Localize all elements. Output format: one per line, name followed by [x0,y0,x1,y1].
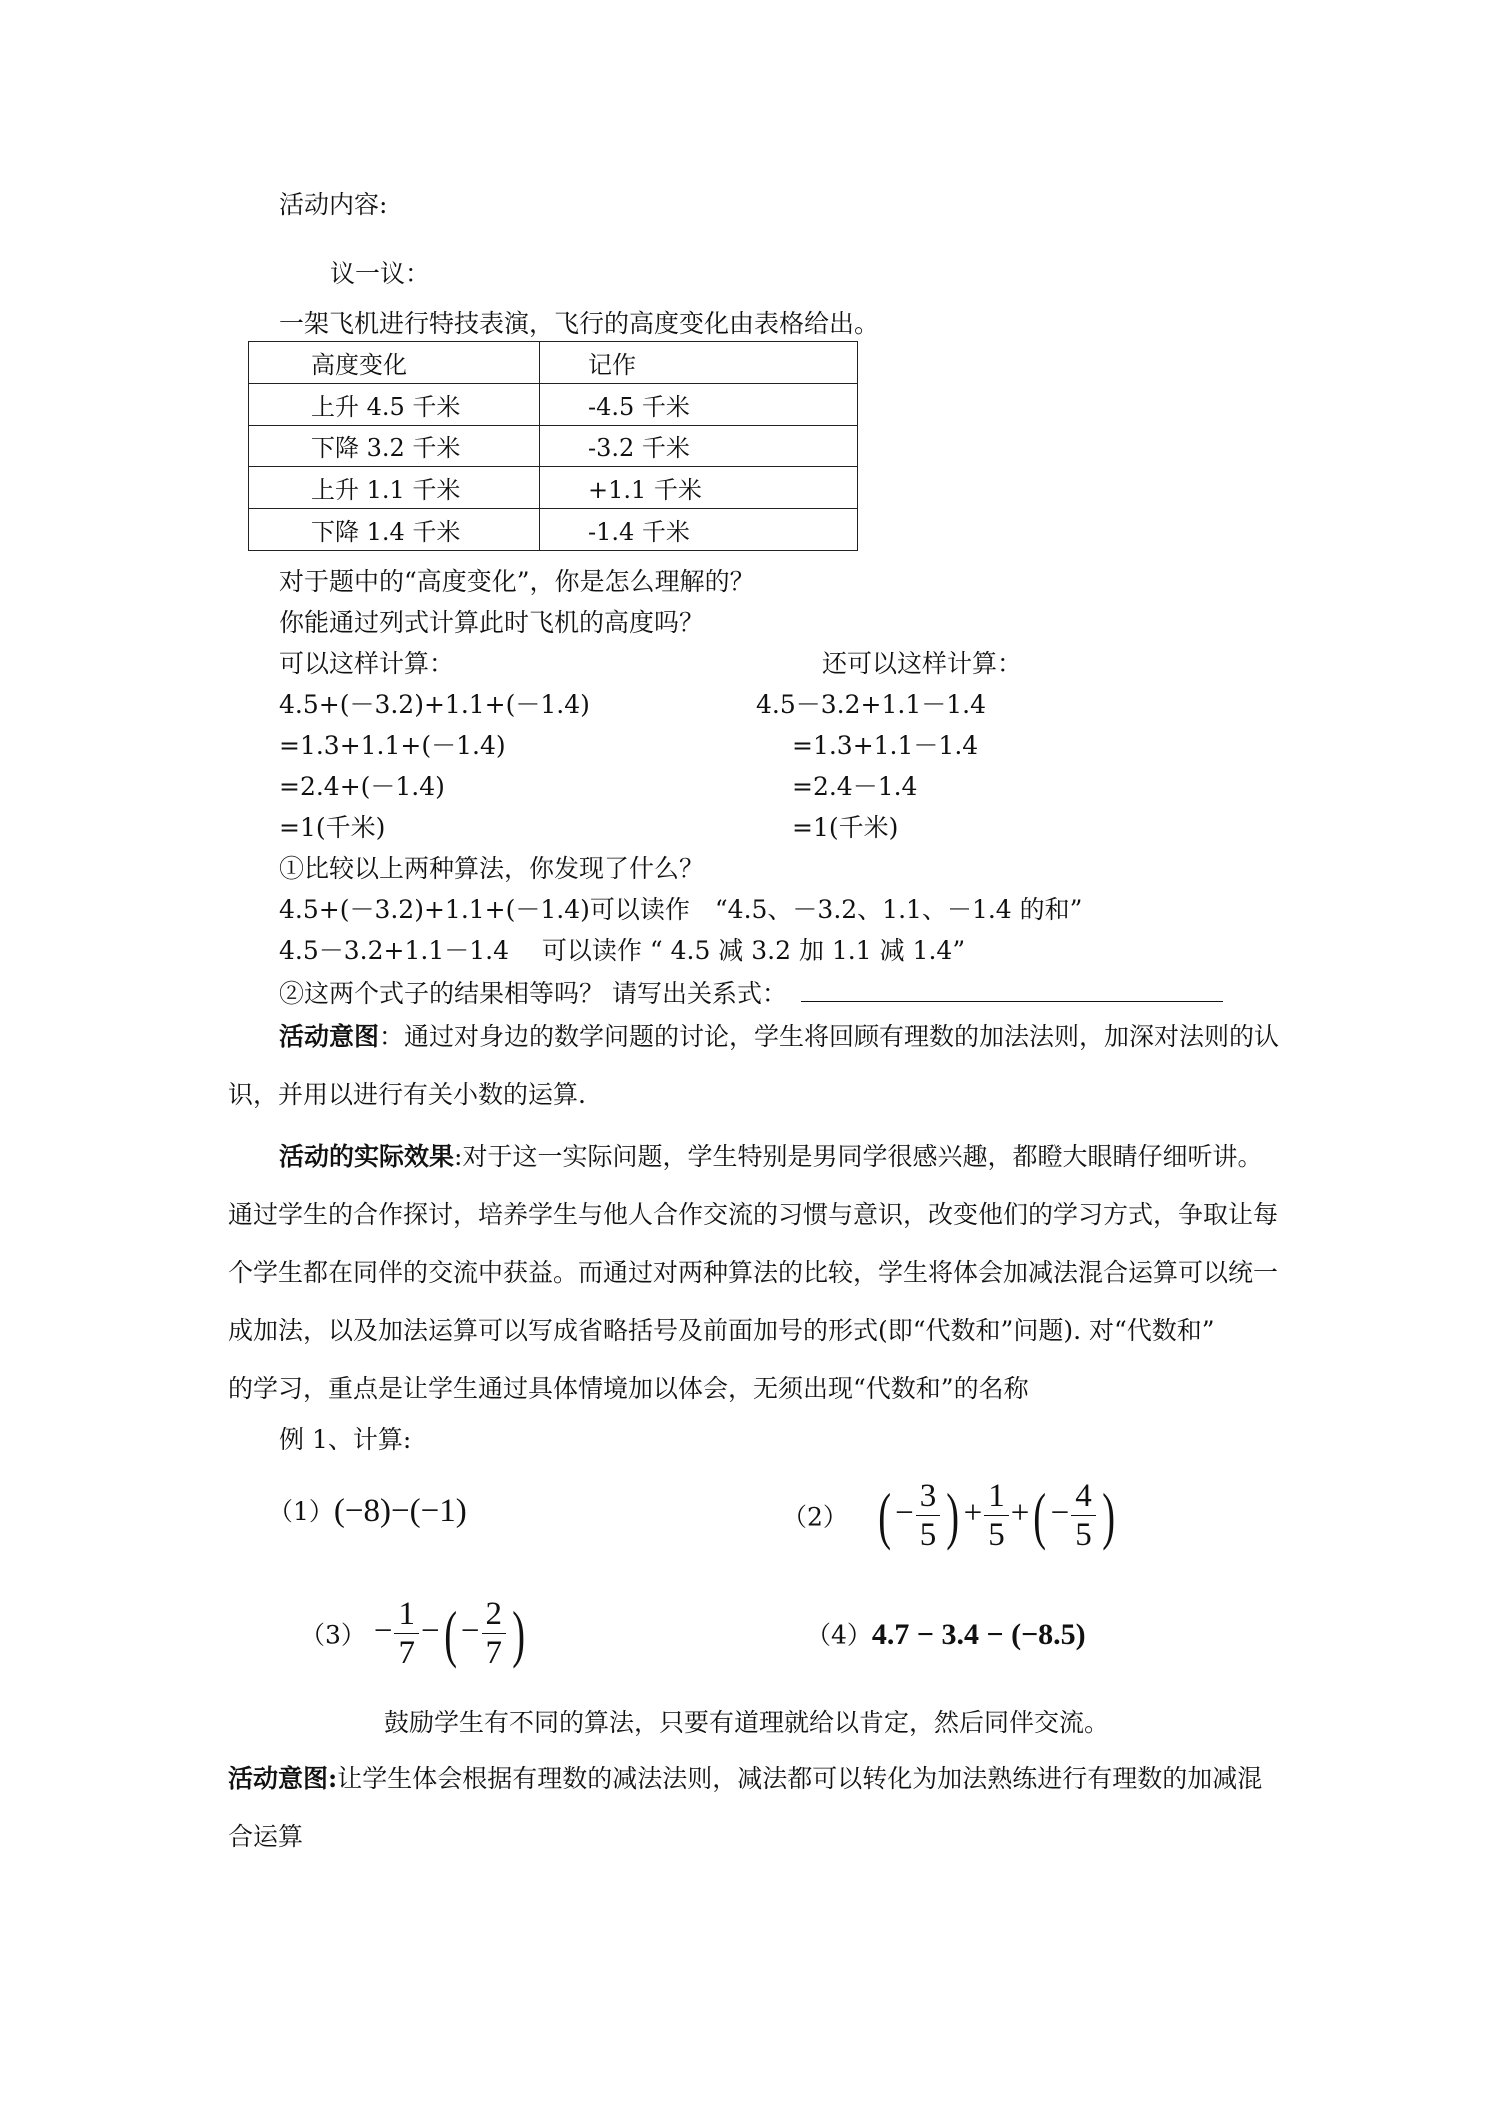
table-cell: 上升 1.1 千米 [249,467,540,509]
effect-line-1 [279,1144,1262,1169]
activity-content-heading: 活动内容: [279,190,388,219]
intent1-text: ：通过对身边的数学问题的讨论，学生将回顾有理数的加法法则，加深对法则的认 [379,1022,1280,1051]
table-header-change: 高度变化 [249,342,540,384]
problem-4-expression: 4.7 − 3.4 − (−8.5) [871,1618,1086,1651]
equal-question [279,979,1223,1006]
effect-text: :对于这一实际问题，学生特别是男同学很感兴趣，都瞪大眼睛仔细听讲。 [454,1142,1263,1171]
table-cell: 下降 1.4 千米 [249,509,540,551]
method2-line: =1(千米) [792,813,899,842]
fraction-numerator: 2 [482,1596,507,1634]
problem-3-label: （3） [300,1620,366,1650]
encourage-text: 鼓励学生有不同的算法，只要有道理就给以肯定，然后同伴交流。 [384,1708,1110,1737]
table-cell: -3.2 千米 [540,425,858,467]
fraction-numerator: 3 [916,1478,941,1516]
effect-line-3: 个学生都在同伴的交流中获益。而通过对两种算法的比较，学生将体会加减法混合运算可以统一 [228,1258,1279,1287]
problem-4 [806,1620,1086,1650]
table-cell: +1.1 千米 [540,467,858,509]
table-row [249,383,858,425]
fraction-denominator: 5 [919,1517,937,1554]
problem-intro: 一架飞机进行特技表演，飞行的高度变化由表格给出。 [279,309,880,338]
table-header-record: 记作 [540,342,858,384]
discuss-heading: 议一议： [330,259,431,288]
fraction-denominator: 7 [398,1635,415,1672]
problem-1-label: （1） [268,1497,334,1526]
height-change-table [248,341,858,551]
effect-line-4: 成加法，以及加法运算可以写成省略括号及前面加号的形式(即“代数和”问题). 对“代数和” [228,1316,1215,1345]
intent2-line-2: 合运算 [228,1822,304,1851]
read-as-line-1: 4.5+(－3.2)+1.1+(－1.4)可以读作 “4.5、－3.2、1.1、－1.4 的和” [279,895,1083,924]
fraction-numerator: 1 [984,1478,1009,1516]
problem-3-expression: − $\frac{1}{7}$ −( − $\frac{2}{7}$ ) [373,1596,526,1672]
table-row [249,467,858,509]
problem-1-expression: (−8)−(−1) [333,1493,467,1529]
problem-3 [300,1596,529,1672]
intent2-line-1 [228,1766,1262,1791]
fraction-denominator: 5 [1075,1517,1092,1554]
method1-title: 可以这样计算： [279,649,455,678]
table-row [249,509,858,551]
table-cell: -4.5 千米 [540,383,858,425]
problem-4-label: （4） [806,1620,872,1650]
question-understanding: 对于题中的“高度变化”，你是怎么理解的？ [279,567,755,596]
fraction-numerator: 1 [394,1596,419,1634]
answer-blank-line [801,979,1223,1002]
intent2-text: 让学生体会根据有理数的减法法则，减法都可以转化为加法熟练进行有理数的加减混 [337,1764,1263,1793]
method1-line: =1(千米) [279,813,386,842]
table-cell: 下降 3.2 千米 [249,425,540,467]
compare-question: ①比较以上两种算法，你发现了什么？ [279,854,705,883]
fraction-denominator: 7 [485,1635,503,1672]
example-title: 例 1、计算: [279,1425,412,1454]
question-calculate: 你能通过列式计算此时飞机的高度吗？ [279,608,705,637]
effect-line-2: 通过学生的合作探讨，培养学生与他人合作交流的习惯与意识，改变他们的学习方式，争取让每 [228,1200,1279,1229]
effect-label: 活动的实际效果 [279,1142,455,1171]
method2-title: 还可以这样计算： [822,649,1023,678]
intent1-line-2: 识，并用以进行有关小数的运算. [228,1080,586,1109]
fraction-denominator: 5 [988,1517,1005,1554]
effect-line-5: 的学习，重点是让学生通过具体情境加以体会，无须出现“代数和”的名称 [228,1374,1029,1403]
table-cell: -1.4 千米 [540,509,858,551]
method1-line: 4.5+(－3.2)+1.1+(－1.4) [279,690,590,719]
problem-2 [782,1478,1119,1554]
intent1-label: 活动意图 [279,1022,380,1051]
table-header-row [249,342,858,384]
table-cell: 上升 4.5 千米 [249,383,540,425]
read-as-line-2: 4.5－3.2+1.1－1.4 可以读作 “ 4.5 减 3.2 加 1.1 减 1.4” [279,936,966,965]
equal-question-text: ②这两个式子的结果相等吗？ 请写出关系式： [279,979,787,1008]
fraction-numerator: 4 [1071,1478,1096,1516]
method2-line: =1.3+1.1－1.4 [792,731,979,760]
intent2-label: 活动意图: [228,1764,338,1793]
table-row [249,425,858,467]
intent1-line-1 [279,1024,1279,1049]
method2-line: 4.5－3.2+1.1－1.4 [756,690,986,719]
method2-line: =2.4－1.4 [792,772,918,801]
problem-2-expression: ( − $\frac{3}{5}$ ) + $\frac{1}{5}$ +( − $\frac{4}{5}$ ) [878,1478,1115,1554]
method1-line: =2.4+(－1.4) [279,772,445,801]
method1-line: =1.3+1.1+(－1.4) [279,731,506,760]
problem-2-label: （2） [782,1502,848,1532]
problem-1 [268,1495,467,1528]
